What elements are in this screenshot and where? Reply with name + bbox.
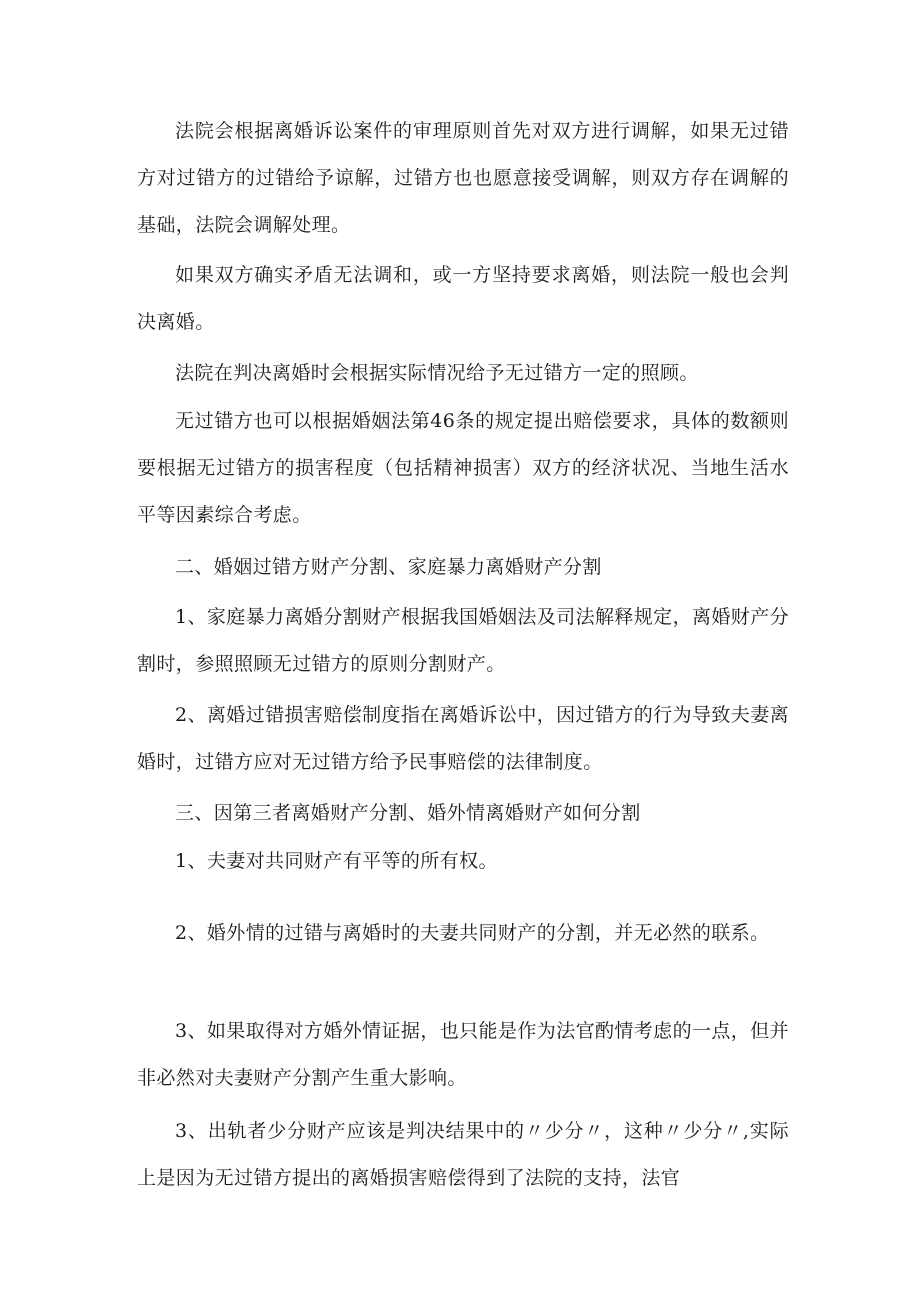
paragraph-4: 无过错方也可以根据婚姻法第46条的规定提出赔偿要求，具体的数额则要根据无过错方的损害程度（包括精神损害）双方的经济状况、当地生活水平等因素综合考虑。	[137, 410, 789, 526]
paragraph-9: 3、如果取得对方婚外情证据，也只能是作为法官酌情考虑的一点，但并非必然对夫妻财产分割产生重大影响。	[137, 1020, 789, 1089]
paragraph-5: 1、家庭暴力离婚分割财产根据我国婚姻法及司法解释规定，离婚财产分割时，参照照顾无过错方的原则分割财产。	[137, 606, 789, 675]
paragraph-10: 3、出轨者少分财产应该是判决结果中的〃少分〃，这种〃少分〃,实际上是因为无过错方提出的离婚损害赔偿得到了法院的支持，法官	[137, 1120, 789, 1189]
section-heading-2: 二、婚姻过错方财产分割、家庭暴力离婚财产分割	[175, 556, 602, 578]
paragraph-6: 2、离婚过错损害赔偿制度指在离婚诉讼中，因过错方的行为导致夫妻离婚时，过错方应对无过错方给予民事赔偿的法律制度。	[137, 704, 789, 773]
paragraph-3: 法院在判决离婚时会根据实际情况给予无过错方一定的照顾。	[175, 362, 699, 384]
paragraph-8: 2、婚外情的过错与离婚时的夫妻共同财产的分割，并无必然的联系。	[175, 922, 770, 944]
paragraph-7: 1、夫妻对共同财产有平等的所有权。	[175, 850, 498, 872]
paragraph-2: 如果双方确实矛盾无法调和，或一方坚持要求离婚，则法院一般也会判决离婚。	[137, 264, 789, 333]
section-heading-3: 三、因第三者离婚财产分割、婚外情离婚财产如何分割	[175, 802, 641, 824]
paragraph-1: 法院会根据离婚诉讼案件的审理原则首先对双方进行调解，如果无过错方对过错方的过错给予谅解，过错方也也愿意接受调解，则双方存在调解的基础，法院会调解处理。	[137, 120, 789, 236]
